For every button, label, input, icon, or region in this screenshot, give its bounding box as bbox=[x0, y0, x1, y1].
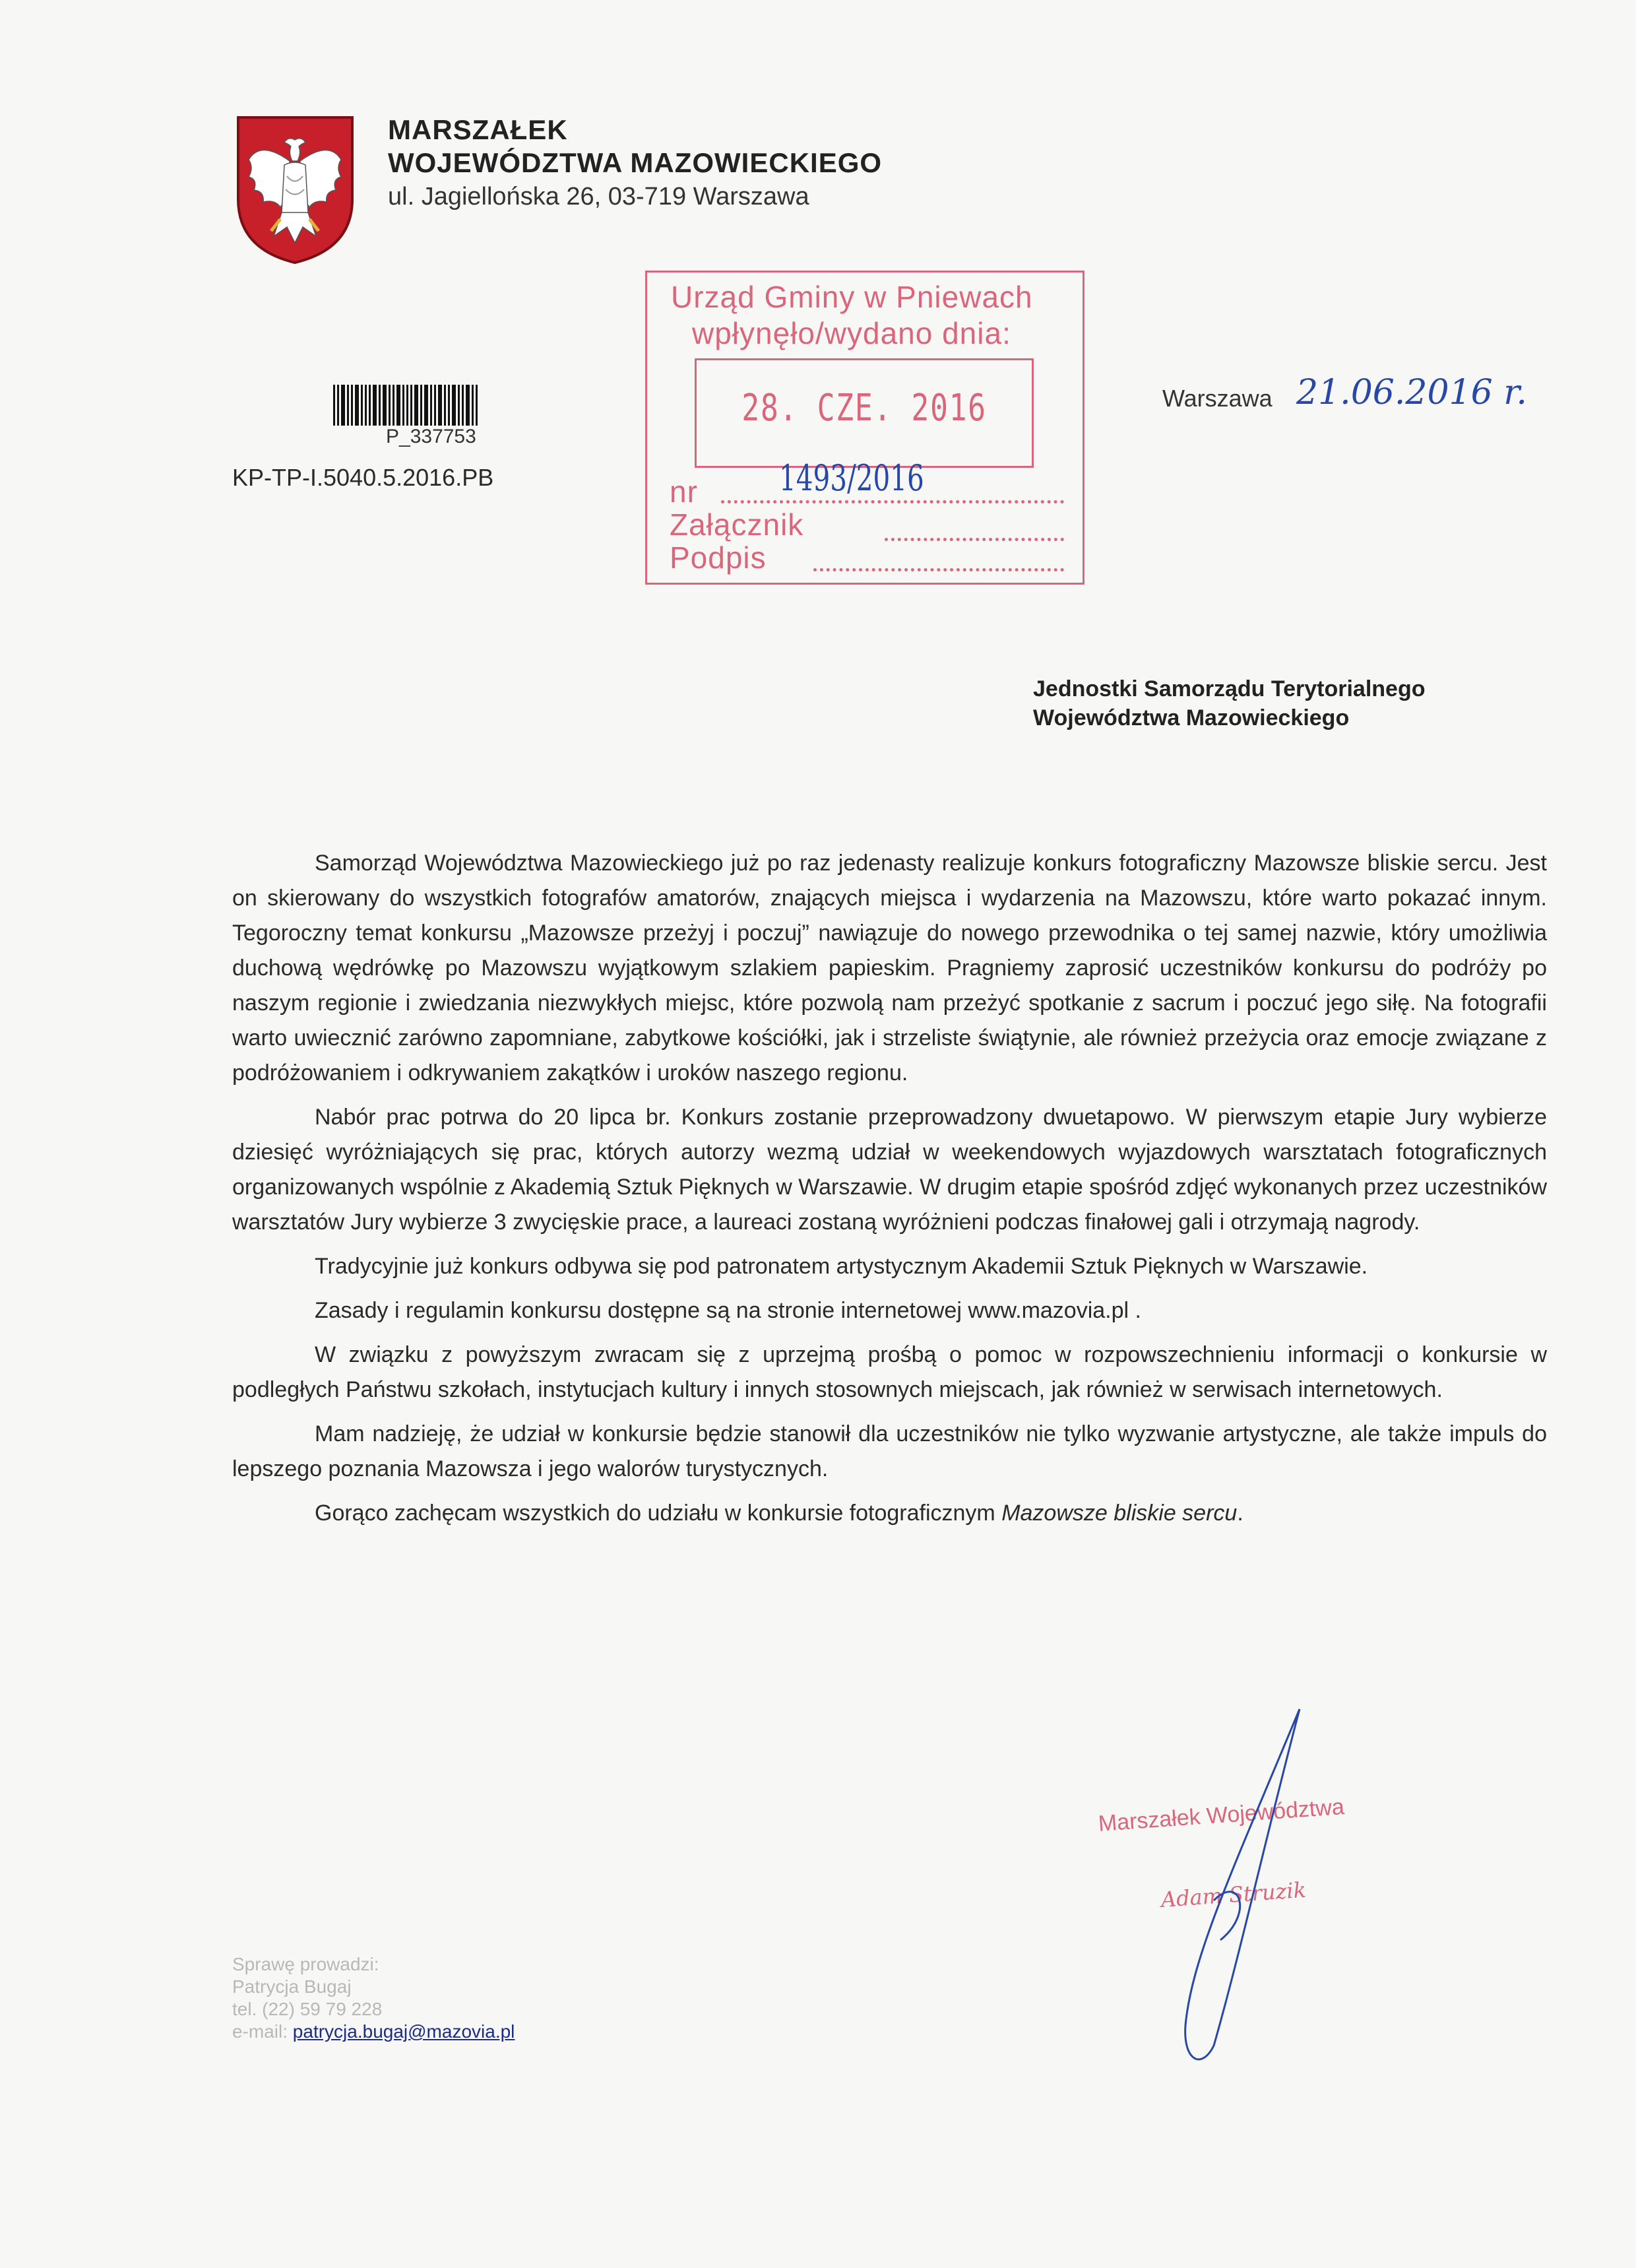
barcode-number: P_337753 bbox=[386, 426, 476, 447]
letter-body bbox=[232, 846, 1547, 1540]
paragraph-3: Tradycyjnie już konkurs odbywa się pod patronatem artystycznym Akademii Sztuk Pięknych w Warszawie. bbox=[315, 1254, 1368, 1279]
date-place: Warszawa bbox=[1162, 385, 1273, 412]
paragraph-7-italic: Mazowsze bliskie sercu bbox=[1001, 1501, 1238, 1526]
paragraph-2: Nabór prac potrwa do 20 lipca br. Konkurs zostanie przeprowadzony dwuetapowo. W pierwszym etapie Jury wybierze dziesięć wyróżniających się prac, których autorzy wezmą udział w weekendowych wyjazdowych warsztatach fotograficznych organizowanych wspólnie z Akademią Sztuk Pięknych w Warszawie. W drugim etapie spośród zdjęć wykonanych przez uczestników warsztatów Jury wybierze 3 zwycięskie prace, a laureaci zostaną wyróżnieni podczas finałowej gali i otrzymają nagrody. bbox=[232, 1105, 1547, 1235]
stamp-received-label: wpłynęło/wydano dnia: bbox=[692, 316, 1011, 350]
header-title-line2: WOJEWÓDZTWA MAZOWIECKIEGO bbox=[388, 147, 883, 178]
date-handwritten: 21.06.2016 r. bbox=[1296, 373, 1527, 412]
registry-stamp bbox=[645, 271, 1085, 585]
contact-email-label: e-mail: bbox=[232, 2021, 293, 2042]
paragraph-5: W związku z powyższym zwracam się z uprzejmą prośbą o pomoc w rozpowszechnieniu informacji o konkursie w podległych Państwu szkołach, instytucjach kultury i innych stosownych miejscach, jak również w serwisach internetowych. bbox=[232, 1342, 1547, 1402]
recipient-line1: Jednostki Samorządu Terytorialnego bbox=[1033, 676, 1426, 701]
paragraph-7-suffix: . bbox=[1237, 1501, 1243, 1526]
header-address: ul. Jagiellońska 26, 03-719 Warszawa bbox=[388, 183, 809, 211]
contact-phone: tel. (22) 59 79 228 bbox=[232, 1999, 383, 2019]
coat-of-arms-logo bbox=[234, 113, 356, 267]
paragraph-1: Samorząd Województwa Mazowieckiego już po raz jedenasty realizuje konkurs fotograficzny Mazowsze bliskie sercu. Jest on skierowany do wszystkich fotografów amatorów, znających miejsca i wydarzenia na Mazowszu, które warto pokazać innym. Tegoroczny temat konkursu „Mazowsze przeżyj i poczuj” nawiązuje do nowego przewodnika o tej samej nazwie, który umożliwia duchową wędrówkę po Mazowszu wyjątkowym szlakiem papieskim. Pragniemy zaprosić uczestników konkursu do podróży po naszym regionie i zwiedzania niezwykłych miejsc, które pozwolą nam przeżyć spotkanie z sacrum i poczuć jego siłę. Na fotografii warto uwiecznić zarówno zapomniane, zabytkowe kościółki, jak i strzeliste świątynie, ale również przeżycia oraz emocje związane z podróżowaniem i odkrywaniem zakątków i uroków naszego regionu. bbox=[232, 851, 1547, 1085]
reference-number: KP-TP-I.5040.5.2016.PB bbox=[232, 464, 494, 491]
signature-stamp-title: Marszałek Województwa bbox=[1097, 1794, 1345, 1836]
paragraph-6: Mam nadzieję, że udział w konkursie będzie stanowił dla uczestników nie tylko wyzwanie artystyczne, ale także impuls do lepszego poznania Mazowsza i jego walorów turystycznych. bbox=[232, 1421, 1547, 1481]
contact-email-row bbox=[232, 2021, 515, 2043]
stamp-nr-label: nr bbox=[670, 474, 698, 509]
barcode-image bbox=[333, 385, 480, 426]
contact-label: Sprawę prowadzi: bbox=[232, 1954, 379, 1974]
stamp-office-name: Urząd Gminy w Pniewach bbox=[671, 280, 1033, 314]
contact-email-link[interactable]: patrycja.bugaj@mazovia.pl bbox=[292, 2021, 515, 2042]
signature-stamp-name: Adam Struzik bbox=[1160, 1877, 1307, 1912]
paragraph-7-prefix: Gorąco zachęcam wszystkich do udziału w konkursie fotograficznym bbox=[315, 1501, 1002, 1526]
recipient-line2: Województwa Mazowieckiego bbox=[1033, 705, 1350, 730]
header-title-line1: MARSZAŁEK bbox=[388, 114, 568, 145]
stamp-nr-value: 1493/2016 bbox=[779, 457, 924, 499]
stamp-signature-label: Podpis bbox=[670, 540, 767, 575]
paragraph-4: Zasady i regulamin konkursu dostępne są na stronie internetowej www.mazovia.pl . bbox=[315, 1298, 1141, 1323]
stamp-attachment-label: Załącznik bbox=[670, 507, 804, 542]
paragraph-7 bbox=[232, 1496, 1547, 1531]
contact-name: Patrycja Bugaj bbox=[232, 1976, 352, 1997]
stamp-date: 28. CZE. 2016 bbox=[741, 387, 987, 430]
handwritten-signature bbox=[1135, 1702, 1306, 2072]
stamp-date-box bbox=[695, 358, 1034, 468]
